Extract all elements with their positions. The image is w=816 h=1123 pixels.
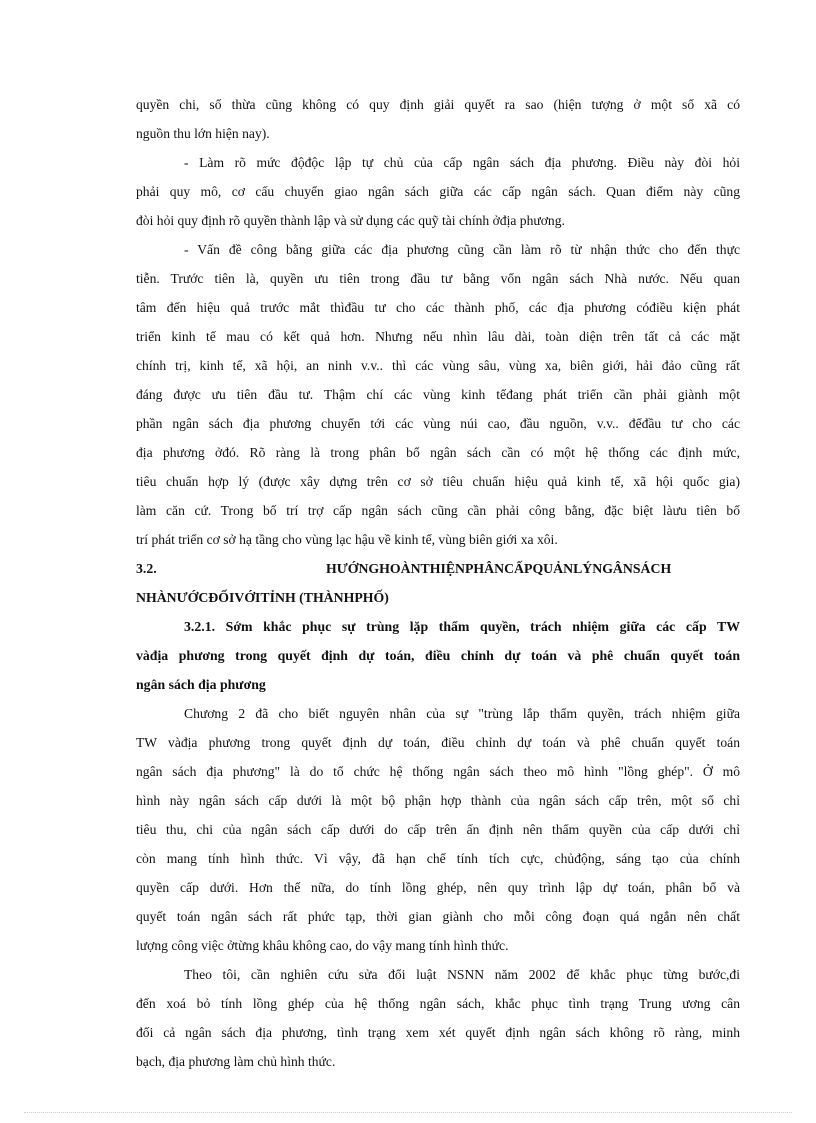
text-line: phải quy mô, cơ cấu chuyển giao ngân sách giữa các cấp ngân sách. Quan điểm này cũng	[136, 184, 740, 199]
text-line: tiêu chuẩn hợp lý (được xây dựng trên cơ sở tiêu chuẩn hiệu quả kinh tế, xã hội quốc gia)	[136, 474, 740, 489]
text-line: Chương 2 đã cho biết nguyên nhân của sự "trùng lắp thẩm quyền, trách nhiệm giữa	[184, 706, 740, 721]
text-line: tâm đến hiệu quả trước mắt thìđầu tư cho các thành phố, các địa phương cóđiều kiện phát	[136, 300, 740, 315]
text-line: phần ngân sách địa phương chuyển tới các vùng núi cao, đầu nguồn, v.v.. đểđầu tư cho các	[136, 416, 740, 431]
text-line: - Vấn đề công bằng giữa các địa phương cũng cần làm rõ từ nhận thức cho đến thực	[184, 242, 740, 257]
text-line: đối cả ngân sách địa phương, tình trạng xem xét quyết định ngân sách không rõ ràng, minh	[136, 1025, 740, 1040]
text-line: quyền chi, số thừa cũng không có quy định giải quyết ra sao (hiện tượng ở một số xã có	[136, 97, 740, 112]
text-line: đến xoá bỏ tính lồng ghép của hệ thống ngân sách, khắc phục tình trạng Trung ương cân	[136, 996, 740, 1011]
text-line: còn mang tính hình thức. Vì vậy, đã hạn chế tính tích cực, chủđộng, sáng tạo của chính	[136, 851, 740, 866]
subsection-heading: 3.2.1. Sớm khắc phục sự trùng lặp thẩm quyền, trách nhiệm giữa các cấp TW	[184, 619, 740, 634]
section-title-line2: NHÀNƯỚCĐỐIVỚITỈNH (THÀNHPHỐ)	[136, 590, 389, 605]
page-bottom-divider	[24, 1112, 792, 1113]
text-line: TW vàđịa phương trong quyết định dự toán, điều chỉnh dự toán và phê chuẩn quyết toán	[136, 735, 740, 750]
text-line: đáng được ưu tiên đầu tư. Thậm chí các vùng kinh tếđang phát triển cần phải giành một	[136, 387, 740, 402]
document-page	[136, 90, 740, 1076]
text-line: quyết toán ngân sách rất phức tạp, thời gian giành cho mỗi công đoạn quá ngắn nên chất	[136, 909, 740, 924]
section-number: 3.2.	[136, 561, 157, 576]
text-line: lượng công việc ởtừng khâu không cao, do vậy mang tính hình thức.	[136, 938, 509, 953]
text-line: quyền cấp dưới. Hơn thế nữa, do tính lồng ghép, nên quy trình lập dự toán, phân bổ và	[136, 880, 740, 895]
text-line: triển kinh tế mau có kết quả hơn. Nhưng nếu nhìn lâu dài, toàn diện trên tất cả các mặt	[136, 329, 740, 344]
text-line: Theo tôi, cần nghiên cứu sửa đổi luật NSNN năm 2002 để khắc phục từng bước,đi	[184, 967, 740, 982]
subsection-heading: vàđịa phương trong quyết định dự toán, điều chỉnh dự toán và phê chuẩn quyết toán	[136, 648, 740, 663]
section-heading	[136, 554, 740, 583]
text-line: hình này ngân sách cấp dưới là một bộ phận hợp thành của ngân sách cấp trên, một số chỉ	[136, 793, 740, 808]
text-line: nguồn thu lớn hiện nay).	[136, 126, 270, 141]
text-line: đòi hỏi quy định rõ quyền thành lập và sử dụng các quỹ tài chính ởđịa phương.	[136, 213, 565, 228]
section-title-line1: HƯỚNGHOÀNTHIỆNPHÂNCẤPQUẢNLÝNGÂNSÁCH	[326, 561, 672, 576]
text-line: trí phát triển cơ sở hạ tầng cho vùng lạc hậu về kinh tế, vùng biên giới xa xôi.	[136, 532, 558, 547]
text-line: địa phương ởđó. Rõ ràng là trong phân bổ ngân sách cần có một hệ thống các định mức,	[136, 445, 740, 460]
text-line: - Làm rõ mức độđộc lập tự chủ của cấp ngân sách địa phương. Điều này đòi hỏi	[184, 155, 740, 170]
text-line: tiễn. Trước tiên là, quyền ưu tiên trong đầu tư bằng vốn ngân sách Nhà nước. Nếu quan	[136, 271, 740, 286]
text-line: bạch, địa phương làm chủ hình thức.	[136, 1054, 336, 1069]
subsection-heading: ngân sách địa phương	[136, 677, 266, 692]
text-line: ngân sách địa phương" là do tổ chức hệ thống ngân sách theo mô hình "lồng ghép". Ở mô	[136, 764, 740, 779]
text-line: chính trị, kinh tế, xã hội, an ninh v.v.. thì các vùng sâu, vùng xa, biên giới, hải đảo cũng rất	[136, 358, 740, 373]
text-line: tiêu thu, chi của ngân sách cấp dưới do cấp trên ấn định nên thẩm quyền của cấp dưới chỉ	[136, 822, 740, 837]
text-line: làm căn cứ. Trong bố trí trợ cấp ngân sách cũng cần phải công bằng, đặc biệt làưu tiên bố	[136, 503, 740, 518]
